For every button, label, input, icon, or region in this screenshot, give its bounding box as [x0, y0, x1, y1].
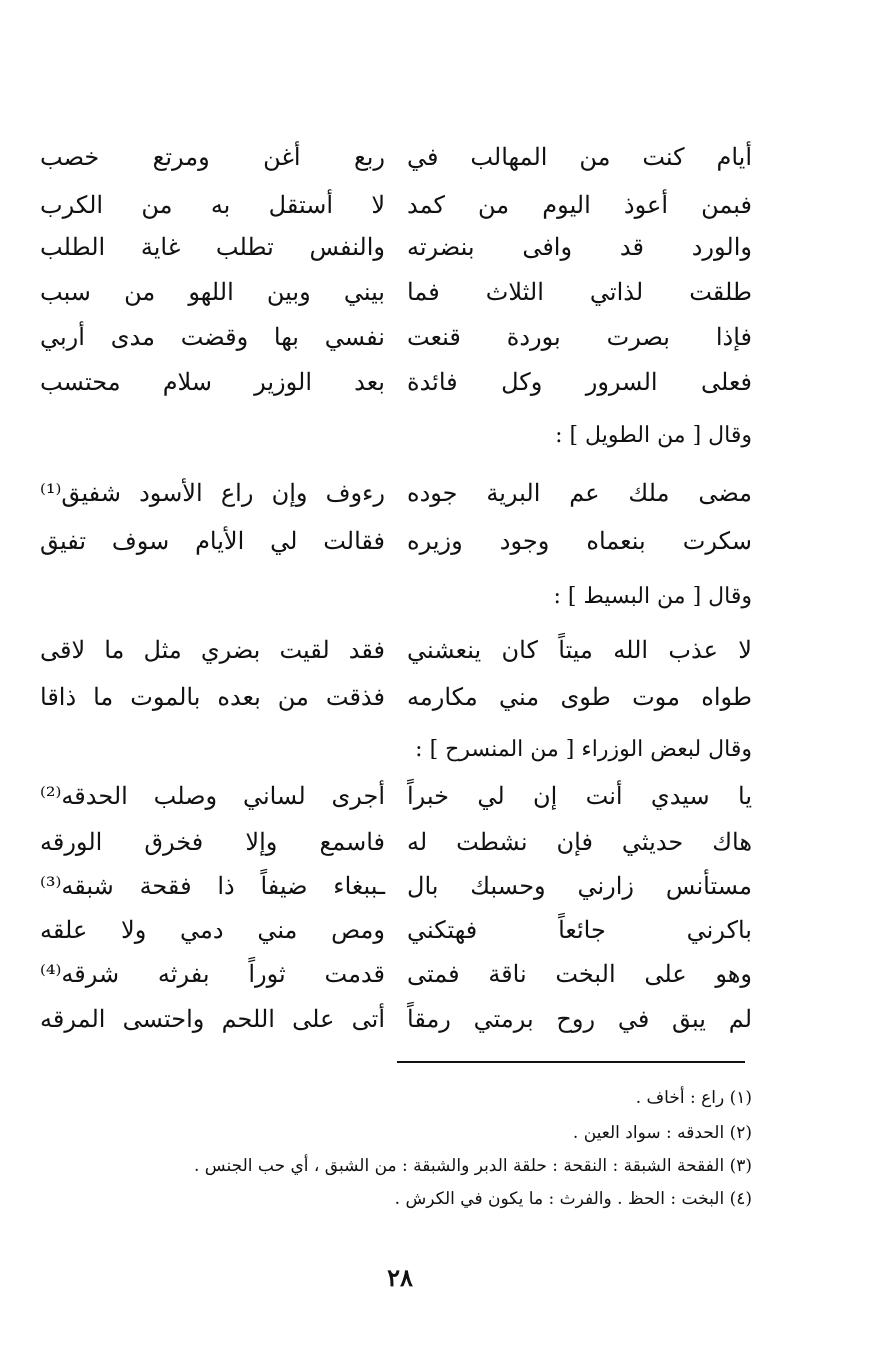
verse-second-hemistich: ـببغاء ضيفاً ذا فقحة شبقه⁽³⁾ [40, 872, 385, 900]
verse-first-hemistich: مستأنس زارني وحسبك بال [407, 872, 752, 900]
verse-line [40, 818, 752, 866]
verse-line [40, 950, 752, 998]
verse-first-hemistich: فإذا بصرت بوردة قنعت [407, 323, 752, 351]
verse-line [40, 469, 752, 517]
verse-second-hemistich: فقالت لي الأيام سوف تفيق [40, 527, 385, 555]
verse-first-hemistich: سكرت بنعماه وجود وزيره [407, 527, 752, 555]
verse-second-hemistich: بعد الوزير سلام محتسب [40, 368, 385, 396]
page-number: ٢٨ [387, 1263, 413, 1292]
verse-second-hemistich: فذقت من بعده بالموت ما ذاقا [40, 683, 385, 711]
poem-intro: وقال [ من البسيط ] : [553, 584, 752, 609]
footnote-separator [397, 1061, 745, 1063]
footnote: (٢) الحدقه : سواد العين . [572, 1123, 752, 1143]
verse-second-hemistich: فقد لقيت بضري مثل ما لاقى [40, 636, 385, 664]
verse-second-hemistich: والنفس تطلب غاية الطلب [40, 233, 385, 261]
verse-first-hemistich: فبمن أعوذ اليوم من كمد [407, 191, 752, 219]
verse-second-hemistich: أجرى لساني وصلب الحدقه⁽²⁾ [40, 782, 385, 810]
verse-first-hemistich: مضى ملك عم البرية جوده [407, 479, 752, 507]
poem-intro: وقال لبعض الوزراء [ من المنسرح ] : [415, 737, 752, 762]
verse-second-hemistich: فاسمع وإلا فخرق الورقه [40, 828, 385, 856]
verse-first-hemistich: هاك حديثي فإن نشطت له [407, 828, 752, 856]
footnote: (٤) البخت : الحظ . والفرث : ما يكون في الكرش . [394, 1189, 752, 1209]
verse-first-hemistich: فعلى السرور وكل فائدة [407, 368, 752, 396]
verse-second-hemistich: قدمت ثوراً بفرثه شرقه⁽⁴⁾ [40, 960, 385, 988]
verse-line [40, 181, 752, 229]
verse-second-hemistich: بيني وبين اللهو من سبب [40, 278, 385, 306]
verse-line [40, 673, 752, 721]
verse-line [40, 995, 752, 1043]
footnote: (٣) الفقحة الشبقة : النقحة : حلقة الدبر والشبقة : من الشبق ، أي حب الجنس . [193, 1156, 752, 1176]
verse-first-hemistich: يا سيدي أنت إن لي خبراً [407, 782, 752, 810]
footnote: (١) راع : أخاف . [635, 1088, 752, 1108]
verse-line [40, 906, 752, 954]
verse-first-hemistich: لم يبق في روح برمتي رمقاً [407, 1005, 752, 1033]
verse-line [40, 313, 752, 361]
verse-first-hemistich: طواه موت طوى مني مكارمه [407, 683, 752, 711]
verse-line [40, 517, 752, 565]
verse-first-hemistich: والورد قد وافى بنضرته [407, 233, 752, 261]
verse-first-hemistich: باكرني جائعاً فهتكني [407, 916, 752, 944]
verse-first-hemistich: طلقت لذاتي الثلاث فما [407, 278, 752, 306]
verse-first-hemistich: لا عذب الله ميتاً كان ينعشني [407, 636, 752, 664]
verse-line [40, 268, 752, 316]
verse-second-hemistich: ومص مني دمي ولا علقه [40, 916, 385, 944]
verse-second-hemistich: نفسي بها وقضت مدى أربي [40, 323, 385, 351]
verse-line [40, 772, 752, 820]
verse-line [40, 358, 752, 406]
verse-line [40, 133, 752, 181]
verse-line [40, 223, 752, 271]
verse-line [40, 862, 752, 910]
verse-second-hemistich: رءوف وإن راع الأسود شفيق⁽¹⁾ [40, 479, 385, 507]
verse-first-hemistich: أيام كنت من المهالب في [407, 143, 752, 171]
verse-first-hemistich: وهو على البخت ناقة فمتى [407, 960, 752, 988]
poem-intro: وقال [ من الطويل ] : [555, 423, 752, 448]
verse-line [40, 626, 752, 674]
verse-second-hemistich: أتى على اللحم واحتسى المرقه [40, 1005, 385, 1033]
verse-second-hemistich: لا أستقل به من الكرب [40, 191, 385, 219]
verse-second-hemistich: ربع أغن ومرتع خصب [40, 143, 385, 171]
